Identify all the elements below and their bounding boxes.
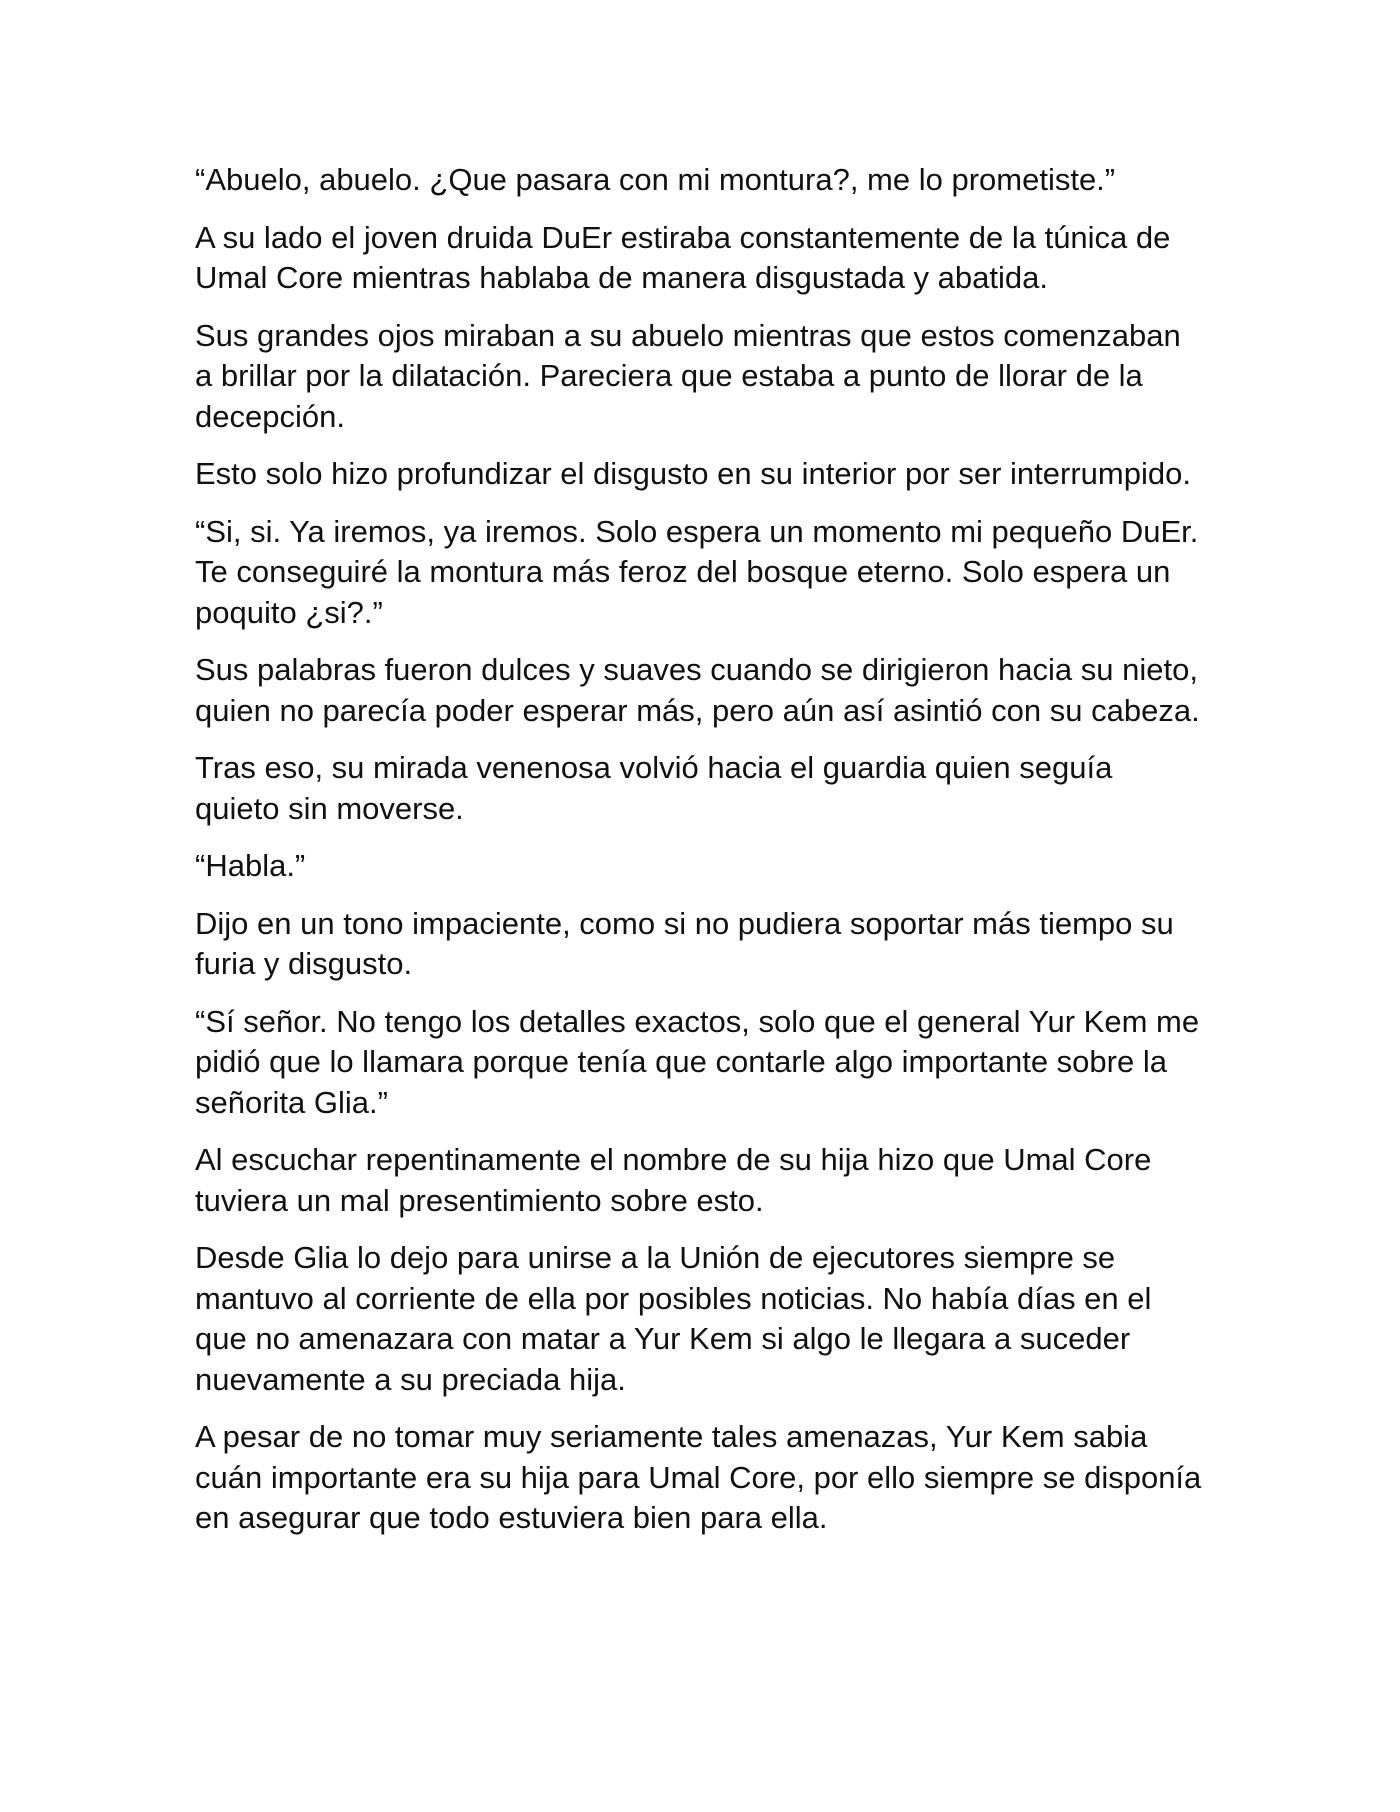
body-text (195, 160, 1205, 1556)
paragraph: “Si, si. Ya iremos, ya iremos. Solo espera un momento mi pequeño DuEr. Te conseguiré la montura más feroz del bosque eterno. Solo espera un poquito ¿si?.” (195, 513, 1199, 630)
paragraph: Tras eso, su mirada venenosa volvió hacia el guardia quien seguía quieto sin moverse. (195, 750, 1113, 826)
paragraph: Sus grandes ojos miraban a su abuelo mientras que estos comenzaban a brillar por la dilatación. Pareciera que estaba a punto de llorar de la decepción. (195, 317, 1181, 434)
paragraph: Sus palabras fueron dulces y suaves cuando se dirigieron hacia su nieto, quien no parecía poder esperar más, pero aún así asintió con su cabeza. (195, 652, 1200, 728)
paragraph: Desde Glia lo dejo para unirse a la Unión de ejecutores siempre se mantuvo al corriente de ella por posibles noticias. No había días en el que no amenazara con matar a Yur Kem si algo le llegara a suceder nuevamente a su preciada hija. (195, 1240, 1152, 1397)
paragraph: “Habla.” (195, 848, 306, 883)
paragraph: A su lado el joven druida DuEr estiraba constantemente de la túnica de Umal Core mientras hablaba de manera disgustada y abatida. (195, 219, 1171, 295)
paragraph: Al escuchar repentinamente el nombre de su hija hizo que Umal Core tuviera un mal presentimiento sobre esto. (195, 1142, 1152, 1218)
paragraph: “Abuelo, abuelo. ¿Que pasara con mi montura?, me lo prometiste.” (195, 162, 1116, 197)
paragraph: “Sí señor. No tengo los detalles exactos, solo que el general Yur Kem me pidió que lo llamara porque tenía que contarle algo importante sobre la señorita Glia.” (195, 1003, 1200, 1120)
paragraph: Dijo en un tono impaciente, como si no pudiera soportar más tiempo su furia y disgusto. (195, 905, 1174, 981)
paragraph: Esto solo hizo profundizar el disgusto en su interior por ser interrumpido. (195, 456, 1191, 491)
paragraph: A pesar de no tomar muy seriamente tales amenazas, Yur Kem sabia cuán importante era su hija para Umal Core, por ello siempre se disponía en asegurar que todo estuviera bien para ella. (195, 1419, 1202, 1535)
